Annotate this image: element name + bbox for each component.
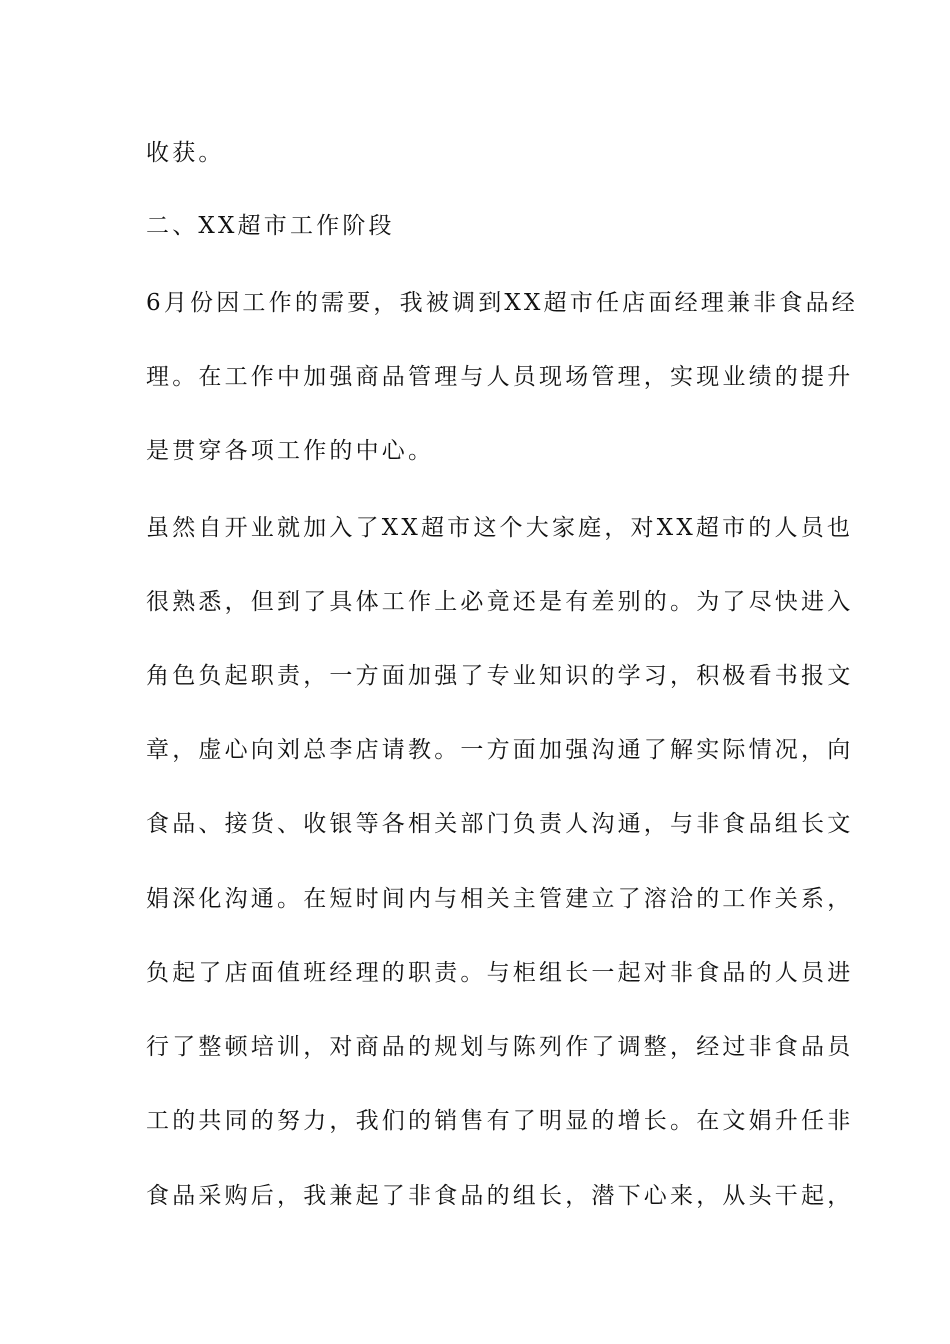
text-line-3: 6月份因工作的需要，我被调到XX超市任店面经理兼非食品经 (146, 290, 858, 316)
text-line-10: 食品、接货、收银等各相关部门负责人沟通，与非食品组长文 (146, 811, 854, 837)
text-line-6: 虽然自开业就加入了XX超市这个大家庭，对XX超市的人员也 (146, 515, 854, 541)
text-line-4: 理。在工作中加强商品管理与人员现场管理，实现业绩的提升 (146, 364, 854, 390)
text-line-9: 章，虚心向刘总李店请教。一方面加强沟通了解实际情况，向 (146, 737, 854, 763)
text-line-11: 娟深化沟通。在短时间内与相关主管建立了溶洽的工作关系， (146, 886, 854, 912)
text-line-13: 行了整顿培训，对商品的规划与陈列作了调整，经过非食品员 (146, 1034, 854, 1060)
text-line-1: 收获。 (146, 140, 225, 166)
text-line-8: 角色负起职责，一方面加强了专业知识的学习，积极看书报文 (146, 663, 854, 689)
section-heading: 二、XX超市工作阶段 (146, 213, 395, 239)
text-line-5: 是贯穿各项工作的中心。 (146, 438, 435, 464)
text-line-7: 很熟悉，但到了具体工作上必竟还是有差别的。为了尽快进入 (146, 589, 854, 615)
text-line-15: 食品采购后，我兼起了非食品的组长，潜下心来，从头干起， (146, 1183, 854, 1209)
text-line-12: 负起了店面值班经理的职责。与柜组长一起对非食品的人员进 (146, 960, 854, 986)
text-line-14: 工的共同的努力，我们的销售有了明显的增长。在文娟升任非 (146, 1108, 854, 1134)
